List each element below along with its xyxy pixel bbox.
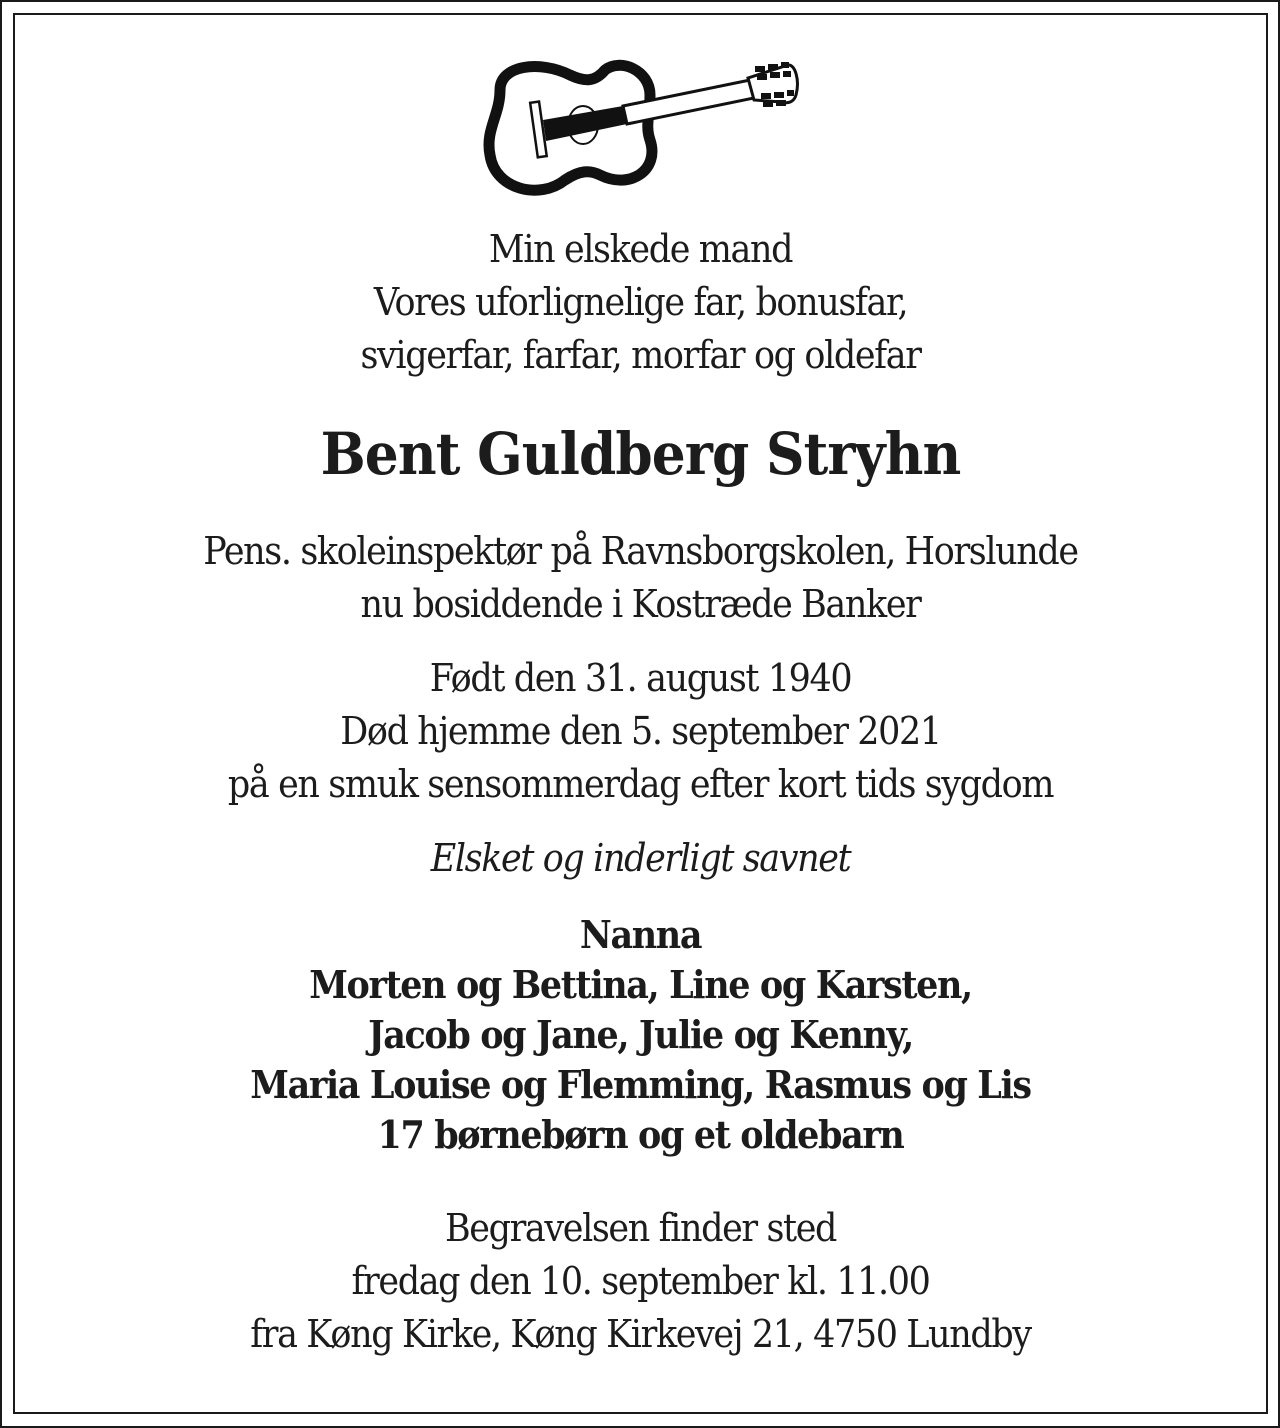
guitar-icon (470, 40, 820, 210)
death-note: på en smuk sensommerdag efter kort tids sygdom (227, 762, 1054, 806)
family-line: Maria Louise og Flemming, Rasmus og Lis (250, 1062, 1031, 1107)
family-section (15, 910, 1266, 1160)
death-date: Død hjemme den 5. september 2021 (340, 709, 941, 753)
deceased-name-section (15, 420, 1266, 488)
dates-section (15, 652, 1266, 811)
occupation-section (15, 525, 1266, 631)
occupation-line: Pens. skoleinspektør på Ravnsborgskolen, Horslunde (203, 529, 1078, 573)
family-line: 17 børnebørn og et oldebarn (377, 1112, 904, 1157)
intro-section (15, 223, 1266, 382)
deceased-name: Bent Guldberg Stryhn (320, 420, 961, 488)
intro-line: svigerfar, farfar, morfar og oldefar (360, 333, 921, 377)
intro-line: Min elskede mand (488, 227, 793, 271)
funeral-section (15, 1202, 1266, 1361)
funeral-line: Begravelsen finder sted (444, 1206, 837, 1250)
family-line: Morten og Bettina, Line og Karsten, (309, 962, 972, 1007)
intro-line: Vores uforlignelige far, bonusfar, (373, 280, 908, 324)
tribute: Elsket og inderligt savnet (430, 836, 851, 880)
funeral-line: fredag den 10. september kl. 11.00 (351, 1259, 930, 1303)
family-line: Nanna (579, 912, 702, 957)
birth-date: Født den 31. august 1940 (429, 656, 852, 700)
funeral-line: fra Køng Kirke, Køng Kirkevej 21, 4750 Lundby (250, 1312, 1031, 1356)
tribute-section (15, 832, 1266, 885)
occupation-line: nu bosiddende i Kostræde Banker (360, 582, 921, 626)
family-line: Jacob og Jane, Julie og Kenny, (368, 1012, 913, 1057)
